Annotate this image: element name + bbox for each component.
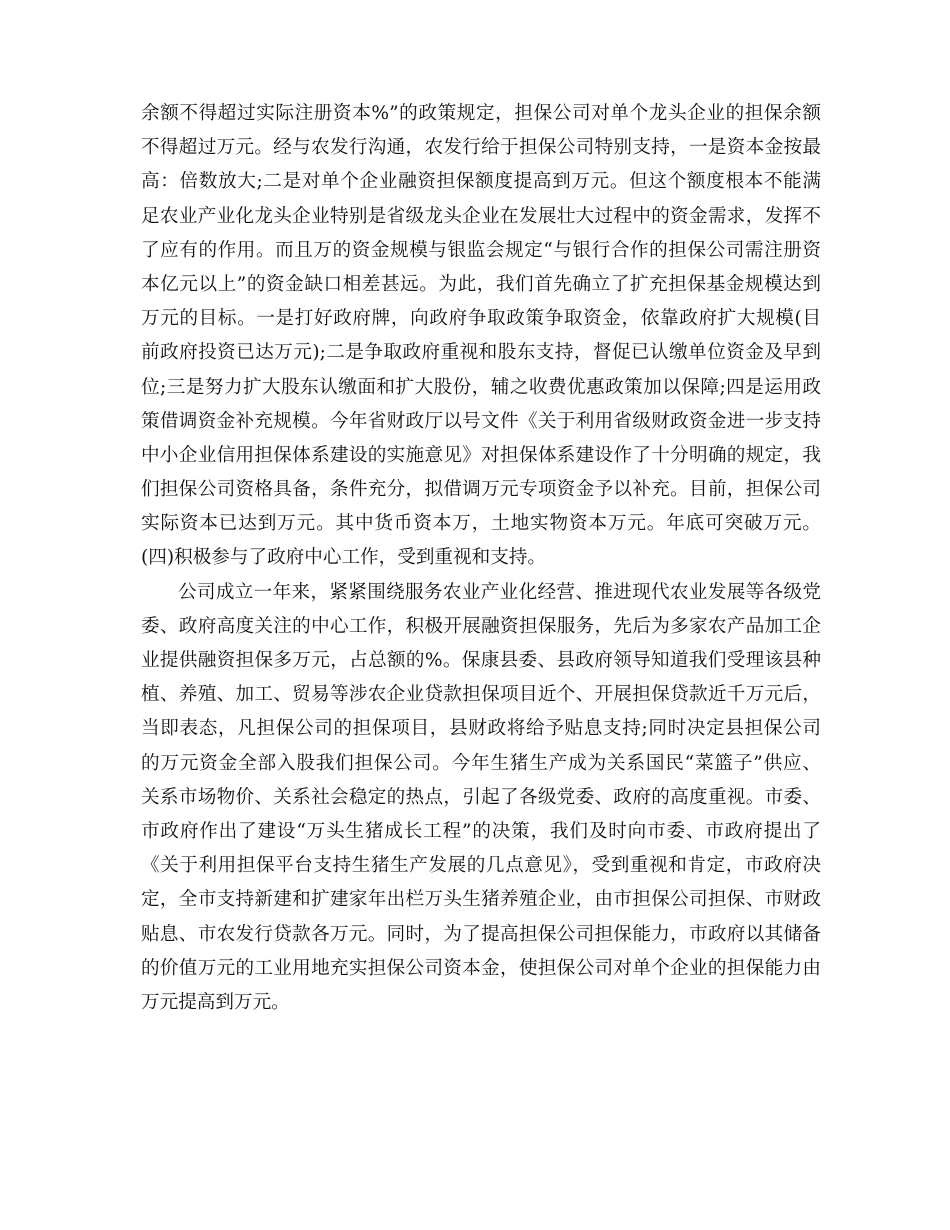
text-line: 关系市场物价、关系社会稳定的热点，引起了各级党委、政府的高度重视。市委、 <box>141 786 821 808</box>
text-line: 们担保公司资格具备，条件充分，拟借调万元专项资金予以补充。目前，担保公司 <box>141 479 821 501</box>
text-line: 中小企业信用担保体系建设的实施意见》对担保体系建设作了十分明确的规定，我 <box>141 444 821 466</box>
text-line: 委、政府高度关注的中心工作，积极开展融资担保服务，先后为多家农产品加工企 <box>141 615 821 637</box>
text-line: 万元提高到万元。 <box>141 991 290 1013</box>
text-line: 贴息、市农发行贷款各万元。同时，为了提高担保公司担保能力，市政府以其储备 <box>141 923 821 945</box>
text-line: 的价值万元的工业用地充实担保公司资本金，使担保公司对单个企业的担保能力由 <box>141 957 821 979</box>
text-line: 植、养殖、加工、贸易等涉农企业贷款担保项目近个、开展担保贷款近千万元后， <box>141 684 821 706</box>
section-heading: (四)积极参与了政府中心工作，受到重视和支持。 <box>141 547 546 569</box>
text-line: 足农业产业化龙头企业特别是省级龙头企业在发展壮大过程中的资金需求，发挥不 <box>141 205 821 227</box>
text-line: 了应有的作用。而且万的资金规模与银监会规定“与银行合作的担保公司需注册资 <box>141 239 821 261</box>
body-text <box>141 97 821 1020</box>
text-line: 当即表态，凡担保公司的担保项目，县财政将给予贴息支持;同时决定县担保公司 <box>141 718 821 740</box>
text-line: 本亿元以上”的资金缺口相差甚远。为此，我们首先确立了扩充担保基金规模达到 <box>141 273 821 295</box>
text-line: 高：倍数放大;二是对单个企业融资担保额度提高到万元。但这个额度根本不能满 <box>141 171 821 193</box>
text-line: 市政府作出了建设“万头生猪成长工程”的决策，我们及时向市委、市政府提出了 <box>141 820 821 842</box>
text-line: 公司成立一年来，紧紧围绕服务农业产业化经营、推进现代农业发展等各级党 <box>178 581 821 603</box>
text-line: 的万元资金全部入股我们担保公司。今年生猪生产成为关系国民“菜篮子”供应、 <box>141 752 821 774</box>
text-line: 万元的目标。一是打好政府牌，向政府争取政策争取资金，依靠政府扩大规模(目 <box>141 308 821 330</box>
text-line: 定，全市支持新建和扩建家年出栏万头生猪养殖企业，由市担保公司担保、市财政 <box>141 889 821 911</box>
text-line: 不得超过万元。经与农发行沟通，农发行给于担保公司特别支持，一是资本金按最 <box>141 137 821 159</box>
text-line: 位;三是努力扩大股东认缴面和扩大股份，辅之收费优惠政策加以保障;四是运用政 <box>141 376 821 398</box>
text-line: 《关于利用担保平台支持生猪生产发展的几点意见》，受到重视和肯定，市政府决 <box>141 855 821 877</box>
text-line: 前政府投资已达万元);二是争取政府重视和股东支持，督促已认缴单位资金及早到 <box>141 342 821 364</box>
text-line: 余额不得超过实际注册资本%”的政策规定，担保公司对单个龙头企业的担保余额 <box>141 103 821 124</box>
text-line: 策借调资金补充规模。今年省财政厅以号文件《关于利用省级财政资金进一步支持 <box>141 410 821 432</box>
text-line: 实际资本已达到万元。其中货币资本万，土地实物资本万元。年底可突破万元。 <box>141 513 821 535</box>
text-line: 业提供融资担保多万元，占总额的%。保康县委、县政府领导知道我们受理该县种 <box>141 650 821 671</box>
